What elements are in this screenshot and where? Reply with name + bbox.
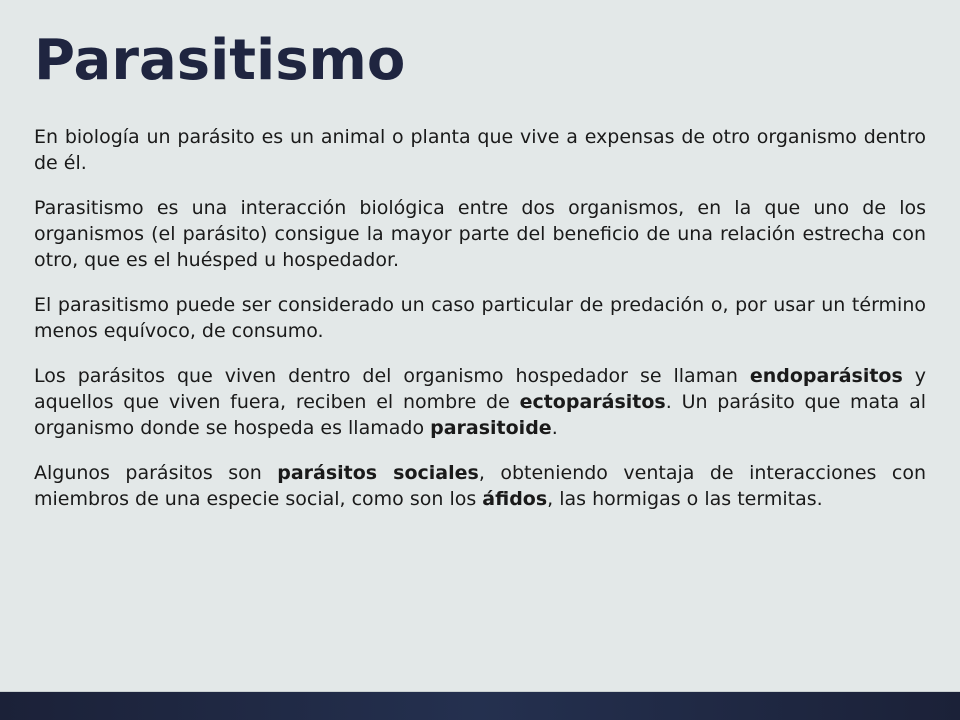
paragraph-5-text-2: , obteniendo ventaja de interacciones con miembros de una especie social, como son los	[34, 462, 926, 510]
term-ectoparasitos: ectoparásitos	[519, 391, 666, 413]
bottom-bar	[0, 692, 960, 720]
slide-body	[34, 124, 926, 531]
term-endoparasitos: endoparásitos	[749, 365, 903, 387]
paragraph-4	[34, 363, 926, 441]
paragraph-4-text-1: Los parásitos que viven dentro del organismo hospedador se llaman	[34, 365, 750, 387]
paragraph-5	[34, 460, 926, 512]
paragraph-3: El parasitismo puede ser considerado un caso particular de predación o, por usar un término menos equívoco, de consumo.	[34, 294, 926, 342]
paragraph-4-text-3: . Un parásito que mata al organismo donde se hospeda es llamado	[34, 391, 926, 439]
slide-title: Parasitismo	[34, 28, 406, 93]
paragraph-4-text-4: .	[551, 417, 558, 439]
paragraph-1: En biología un parásito es un animal o planta que vive a expensas de otro organismo dentro de él.	[34, 126, 926, 174]
paragraph-4-text-2: y aquellos que viven fuera, reciben el nombre de	[34, 365, 926, 413]
paragraph-2: Parasitismo es una interacción biológica entre dos organismos, en la que uno de los organismos (el parásito) consigue la mayor parte del beneficio de una relación estrecha con otro, que es el huésped u hospedador.	[34, 197, 926, 271]
term-parasitos-sociales: parásitos sociales	[277, 462, 479, 484]
paragraph-5-text-1: Algunos parásitos son	[34, 462, 278, 484]
term-parasitoide: parasitoide	[430, 417, 552, 439]
term-afidos: áfidos	[482, 488, 548, 510]
paragraph-5-text-3: , las hormigas o las termitas.	[547, 488, 823, 510]
